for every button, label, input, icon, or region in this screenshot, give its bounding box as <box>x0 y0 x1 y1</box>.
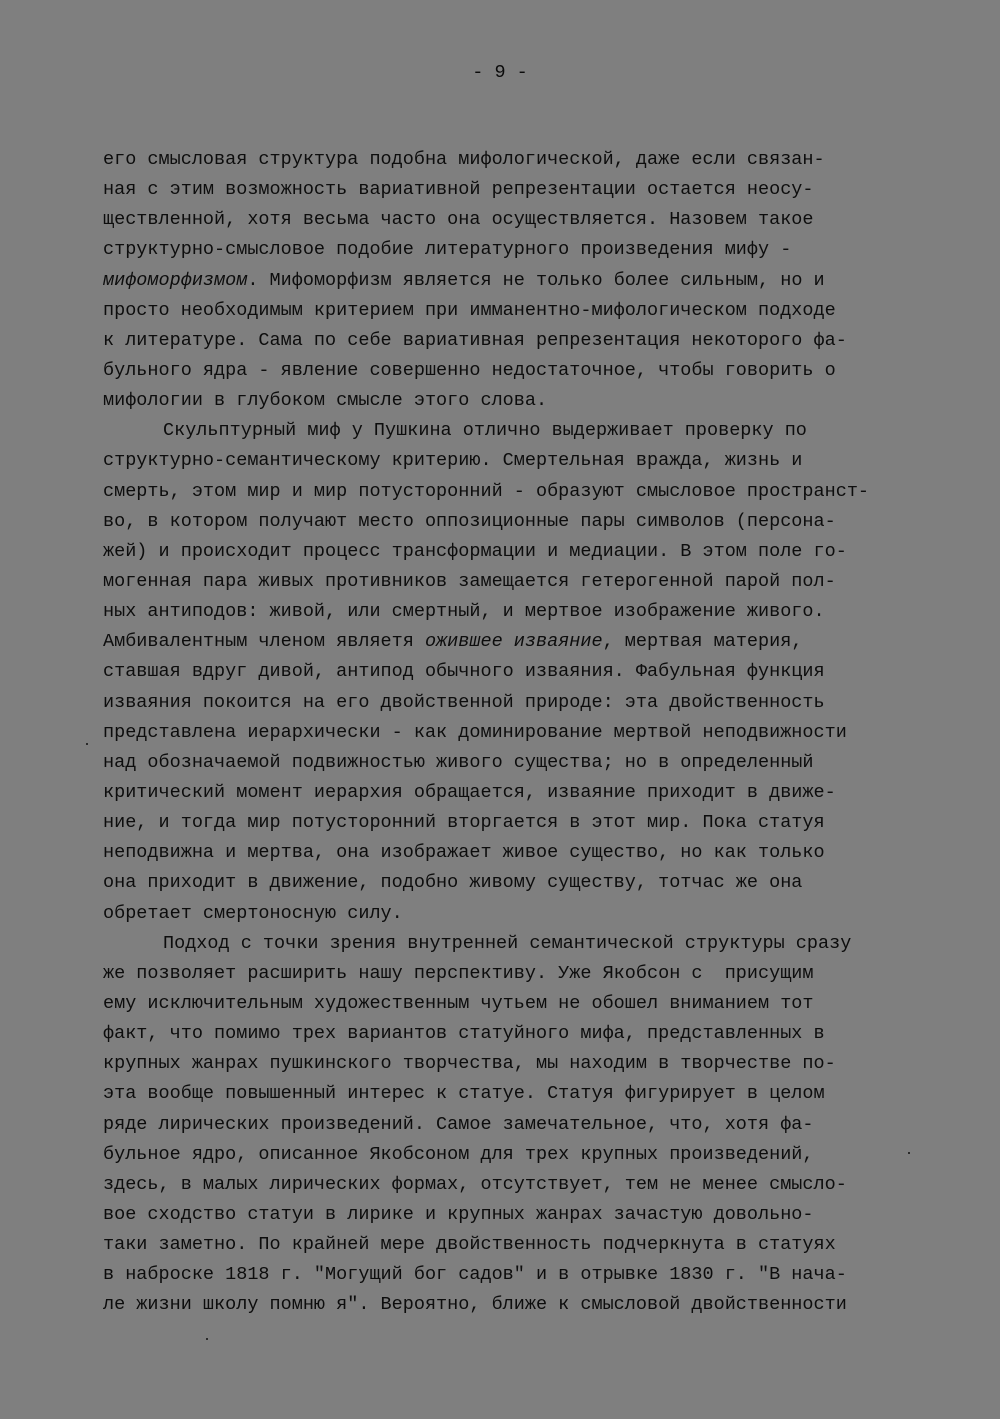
line-text: неподвижна и мертва, она изображает живое существо, но как только <box>103 842 825 864</box>
line-text: представлена иерархически - как доминирование мертвой неподвижности <box>103 721 847 743</box>
text-line <box>103 567 933 597</box>
line-text: над обозначаемой подвижностью живого существа; но в определенный <box>103 751 814 773</box>
scan-speck <box>908 1152 910 1154</box>
line-text: ставшая вдруг дивой, антипод обычного изваяния. Фабульная функция <box>103 661 825 683</box>
text-line <box>103 1140 933 1170</box>
line-text: Скульптурный миф у Пушкина отлично выдерживает проверку по <box>163 420 807 442</box>
text-line <box>103 1170 933 1200</box>
text-line <box>103 1200 933 1230</box>
line-text: во, в котором получают место оппозиционные пары символов (персона- <box>103 510 836 532</box>
text-line <box>103 507 933 537</box>
text-line <box>103 266 933 296</box>
line-text: ле жизни школу помню я". Вероятно, ближе к смысловой двойственности <box>103 1294 847 1316</box>
text-line <box>103 1110 933 1140</box>
text-line <box>103 748 933 778</box>
text-line <box>103 145 933 175</box>
line-text: его смысловая структура подобна мифологической, даже если связан- <box>103 149 825 170</box>
line-text: крупных жанрах пушкинского творчества, мы находим в творчестве по- <box>103 1053 836 1075</box>
line-text: Амбивалентным членом являетя <box>103 631 425 653</box>
body-text <box>103 145 933 1320</box>
text-line <box>103 1079 933 1109</box>
line-text: таки заметно. По крайней мере двойственность подчеркнута в статуях <box>103 1234 836 1256</box>
line-text: просто необходимым критерием при имманентно-мифологическом подходе <box>103 299 836 321</box>
line-text: обретает смертоносную силу. <box>103 902 403 924</box>
text-line <box>103 1049 933 1079</box>
scan-speck <box>206 1338 208 1340</box>
line-text: , мертвая материя, <box>602 631 803 653</box>
line-text: эта вообще повышенный интерес к статуе. Статуя фигурирует в целом <box>103 1083 825 1105</box>
text-line <box>103 899 933 929</box>
text-line <box>103 627 933 657</box>
text-line <box>103 1260 933 1290</box>
line-text: могенная пара живых противников замещается гетерогенной парой пол- <box>103 570 836 592</box>
text-line <box>103 477 933 507</box>
line-text: ществленной, хотя весьма часто она осуществляется. Назовем такое <box>103 209 814 231</box>
line-text: вое сходство статуи в лирике и крупных жанрах зачастую довольно- <box>103 1203 814 1225</box>
line-text: же позволяет расширить нашу перспективу. Уже Якобсон с присущим <box>103 962 814 984</box>
line-text: здесь, в малых лирических формах, отсутствует, тем не менее смысло- <box>103 1173 847 1195</box>
line-text: мифологии в глубоком смысле этого слова. <box>103 390 548 412</box>
line-text: к литературе. Сама по себе вариативная репрезентация некоторого фа- <box>103 329 847 351</box>
text-line <box>103 205 933 235</box>
text-line <box>103 1019 933 1049</box>
line-text: структурно-смысловое подобие литературного произведения мифу - <box>103 239 792 261</box>
text-line <box>103 1290 933 1320</box>
emphasized-term: ожившее изваяние <box>424 631 603 653</box>
line-text: факт, что помимо трех вариантов статуйного мифа, представленных в <box>103 1023 825 1045</box>
text-line <box>103 838 933 868</box>
line-text: изваяния покоится на его двойственной природе: эта двойственность <box>103 691 825 713</box>
line-text: ему исключительным художественным чутьем не обошел вниманием тот <box>103 992 814 1014</box>
text-line <box>103 597 933 627</box>
line-text: . Мифоморфизм является не только более сильным, но и <box>247 269 825 291</box>
emphasized-term: мифоморфизмом <box>103 269 248 291</box>
text-line <box>103 929 933 959</box>
text-line <box>103 688 933 718</box>
line-text: она приходит в движение, подобно живому существу, тотчас же она <box>103 872 803 894</box>
page-number: - 9 - <box>472 62 528 83</box>
line-text: в наброске 1818 г. "Могущий бог садов" и в отрывке 1830 г. "В нача- <box>103 1264 847 1286</box>
line-text: Подход с точки зрения внутренней семантической структуры сразу <box>163 932 852 954</box>
text-line <box>103 446 933 476</box>
text-line <box>103 868 933 898</box>
line-text: критический момент иерархия обращается, изваяние приходит в движе- <box>103 781 836 803</box>
line-text: бульного ядра - явление совершенно недостаточное, чтобы говорить о <box>103 359 836 381</box>
line-text: ние, и тогда мир потусторонний вторгается в этот мир. Пока статуя <box>103 812 825 834</box>
text-line <box>103 416 933 446</box>
text-line <box>103 235 933 265</box>
text-line <box>103 296 933 326</box>
text-line <box>103 657 933 687</box>
line-text: жей) и происходит процесс трансформации и медиации. В этом поле го- <box>103 540 847 562</box>
line-text: ряде лирических произведений. Самое замечательное, что, хотя фа- <box>103 1113 814 1135</box>
line-text: смерть, этом мир и мир потусторонний - образуют смысловое пространст- <box>103 480 870 502</box>
line-text: ных антиподов: живой, или смертный, и мертвое изображение живого. <box>103 601 825 623</box>
text-line <box>103 718 933 748</box>
text-line <box>103 808 933 838</box>
text-line <box>103 356 933 386</box>
scan-speck <box>86 743 88 745</box>
text-line <box>103 778 933 808</box>
text-line <box>103 989 933 1019</box>
line-text: бульное ядро, описанное Якобсоном для трех крупных произведений, <box>103 1143 814 1165</box>
line-text: структурно-семантическому критерию. Смертельная вражда, жизнь и <box>103 450 803 472</box>
line-text: ная с этим возможность вариативной репрезентации остается неосу- <box>103 179 814 201</box>
text-line <box>103 386 933 416</box>
text-line <box>103 1230 933 1260</box>
text-line <box>103 537 933 567</box>
text-line <box>103 175 933 205</box>
text-line <box>103 326 933 356</box>
text-line <box>103 959 933 989</box>
